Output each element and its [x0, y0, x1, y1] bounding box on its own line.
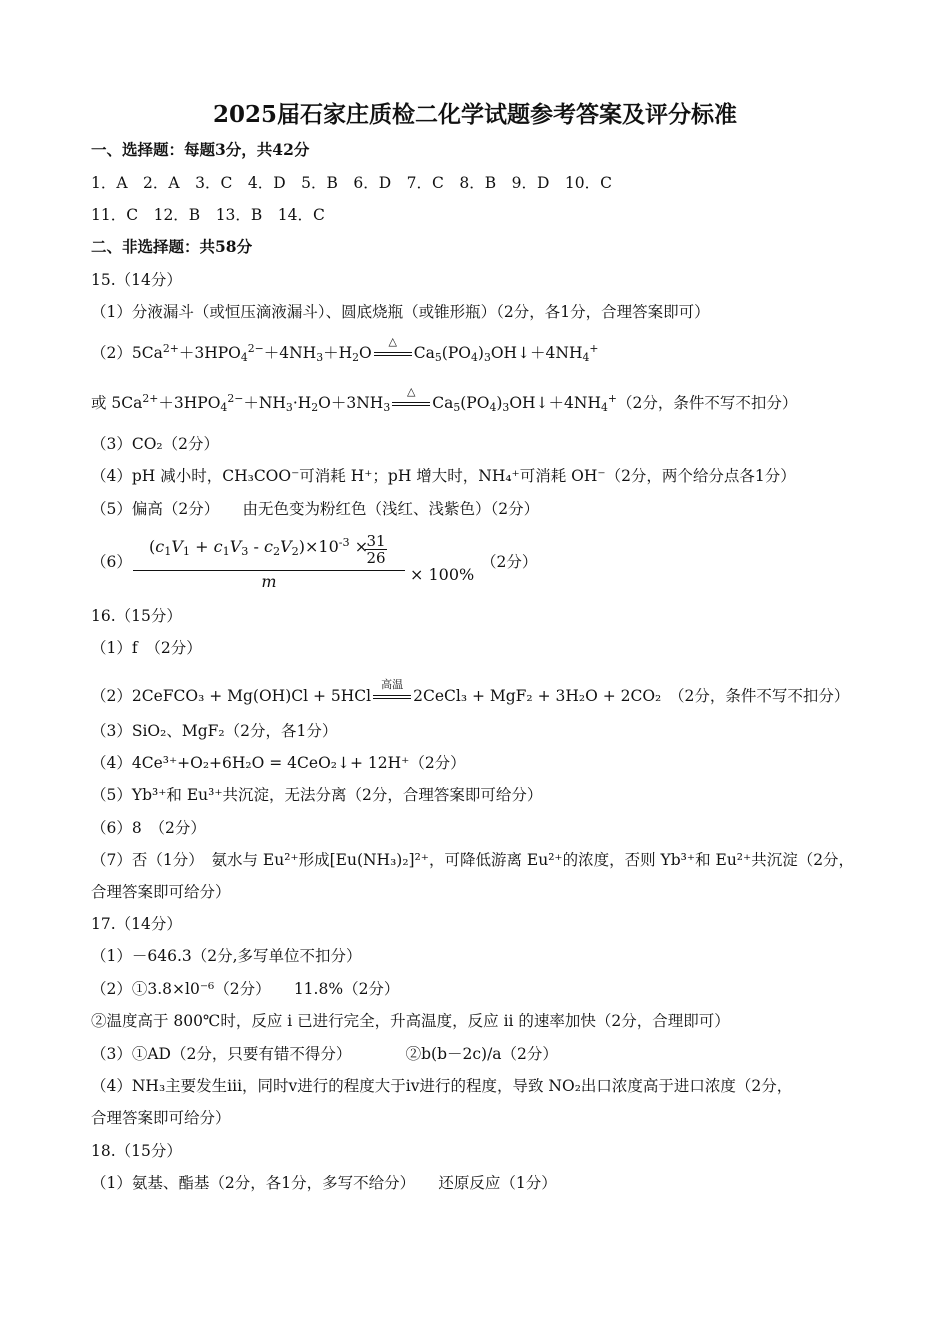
- q16-part-2-right: 2CeCl₃ + MgF₂ + 3H₂O + 2CO₂ （2分，条件不写不扣分）: [413, 687, 850, 705]
- q15-part-2-alt-prefix: 或 5Ca: [91, 394, 143, 412]
- q15-part-2-alt-equation: 或 $5Ca^{2+}+3HPO_4^{2-}+NH_3\cdot H_2O+3NH_3$ △ $Ca_5(PO_4)_3OH↓+4NH_4^+(2$分，条件不写不扣分）: [91, 385, 798, 414]
- q17-heading: 17.（14分）: [91, 915, 182, 933]
- q18-part-1: （1）氨基、酯基（2分，各1分，多写不给分） 还原反应（1分）: [91, 1174, 557, 1192]
- heat-arrow: △: [373, 344, 413, 364]
- q17-part-3: （3）①AD（2分，只要有错不得分） ②b(b－2c)/a（2分）: [91, 1045, 558, 1063]
- q16-part-6: （6）8 （2分）: [91, 819, 206, 837]
- q15-heading: 15.（14分）: [91, 271, 182, 289]
- q15-part-2-equation: $(2)5Ca^{2+}+3HPO_4^{2-}+4NH_3+H_2O$ △ $Ca_5(PO_4)_3OH↓+4NH_4^+$: [91, 335, 599, 364]
- q17-part-2-cont: ②温度高于 800℃时，反应 i 已进行完全，升高温度，反应 ii 的速率加快（2分，合理即可）: [91, 1012, 730, 1030]
- q16-part-2-equation: [91, 678, 850, 707]
- q15-part-2-prefix: （2）5Ca: [91, 344, 163, 362]
- fraction-denominator: m: [261, 572, 277, 591]
- q16-part-2-left: （2）2CeFCO₃ + Mg(OH)Cl + 5HCl: [91, 687, 372, 705]
- q17-part-2: （2）①3.8×l0⁻⁶（2分） 11.8%（2分）: [91, 980, 400, 998]
- q15-part-6-label: （6）: [91, 553, 132, 571]
- q15-part-6-fraction: [133, 533, 405, 589]
- q16-heading: 16.（15分）: [91, 607, 182, 625]
- q18-heading: 18.（15分）: [91, 1142, 182, 1160]
- q16-part-7-cont: 合理答案即可给分）: [91, 883, 231, 901]
- q17-part-4: （4）NH₃主要发生iii，同时v进行的程度大于iv进行的程度，导致 NO₂出口浓度高于进口浓度（2分，: [91, 1077, 793, 1095]
- q16-part-5: （5）Yb³⁺和 Eu³⁺共沉淀，无法分离（2分，合理答案即可给分）: [91, 786, 543, 804]
- section-2-heading: 二、非选择题：共58分: [91, 237, 253, 256]
- mc-answers-row-2: 11．C 12．B 13．B 14．C: [91, 206, 325, 224]
- q15-part-5: （5）偏高（2分） 由无色变为粉红色（浅红、浅紫色）（2分）: [91, 500, 540, 518]
- inner-fraction: 31 26: [366, 532, 386, 567]
- high-temp-arrow: [372, 678, 412, 707]
- q17-part-4-cont: 合理答案即可给分）: [91, 1109, 231, 1127]
- mc-answers-row-1: 1．A 2．A 3．C 4．D 5．B 6．D 7．C 8．B 9．D 10．C: [91, 174, 613, 192]
- q15-part-6-note: （2分）: [481, 553, 538, 571]
- q15-part-6-suffix: × 100%: [410, 565, 475, 584]
- q16-part-1: （1）f （2分）: [91, 639, 202, 657]
- q16-part-7: （7）否（1分） 氨水与 Eu²⁺形成[Eu(NH₃)₂]²⁺，可降低游离 Eu²⁺的浓度，否则 Yb³⁺和 Eu²⁺共沉淀（2分，: [91, 851, 855, 869]
- section-1-heading: 一、选择题：每题3分，共42分: [91, 140, 310, 159]
- q17-part-1: （1）－646.3（2分,多写单位不扣分）: [91, 947, 362, 965]
- fraction-numerator: $(c_1V_1 + c_1V_3 - c_2V_2)\times 10^{-3}$ ×: [149, 536, 369, 558]
- q15-part-1: （1）分液漏斗（或恒压滴液漏斗）、圆底烧瓶（或锥形瓶）（2分，各1分，合理答案即可）: [91, 303, 710, 321]
- heat-arrow: △: [391, 394, 431, 414]
- q15-part-2-note: （2分，条件不写不扣分）: [616, 394, 798, 412]
- q15-part-3: （3）CO₂（2分）: [91, 435, 220, 453]
- fraction-bar: [133, 570, 405, 571]
- high-temp-condition: 高温: [381, 678, 404, 691]
- q15-part-4: （4）pH 减小时，CH₃COO⁻可消耗 H⁺；pH 增大时，NH₄⁺可消耗 OH⁻（2分，两个给分点各1分）: [91, 467, 796, 485]
- page-title: 2025届石家庄质检二化学试题参考答案及评分标准: [212, 101, 737, 128]
- q16-part-3: （3）SiO₂、MgF₂（2分，各1分）: [91, 722, 338, 740]
- q16-part-4: （4）4Ce³⁺+O₂+6H₂O = 4CeO₂↓+ 12H⁺（2分）: [91, 754, 466, 772]
